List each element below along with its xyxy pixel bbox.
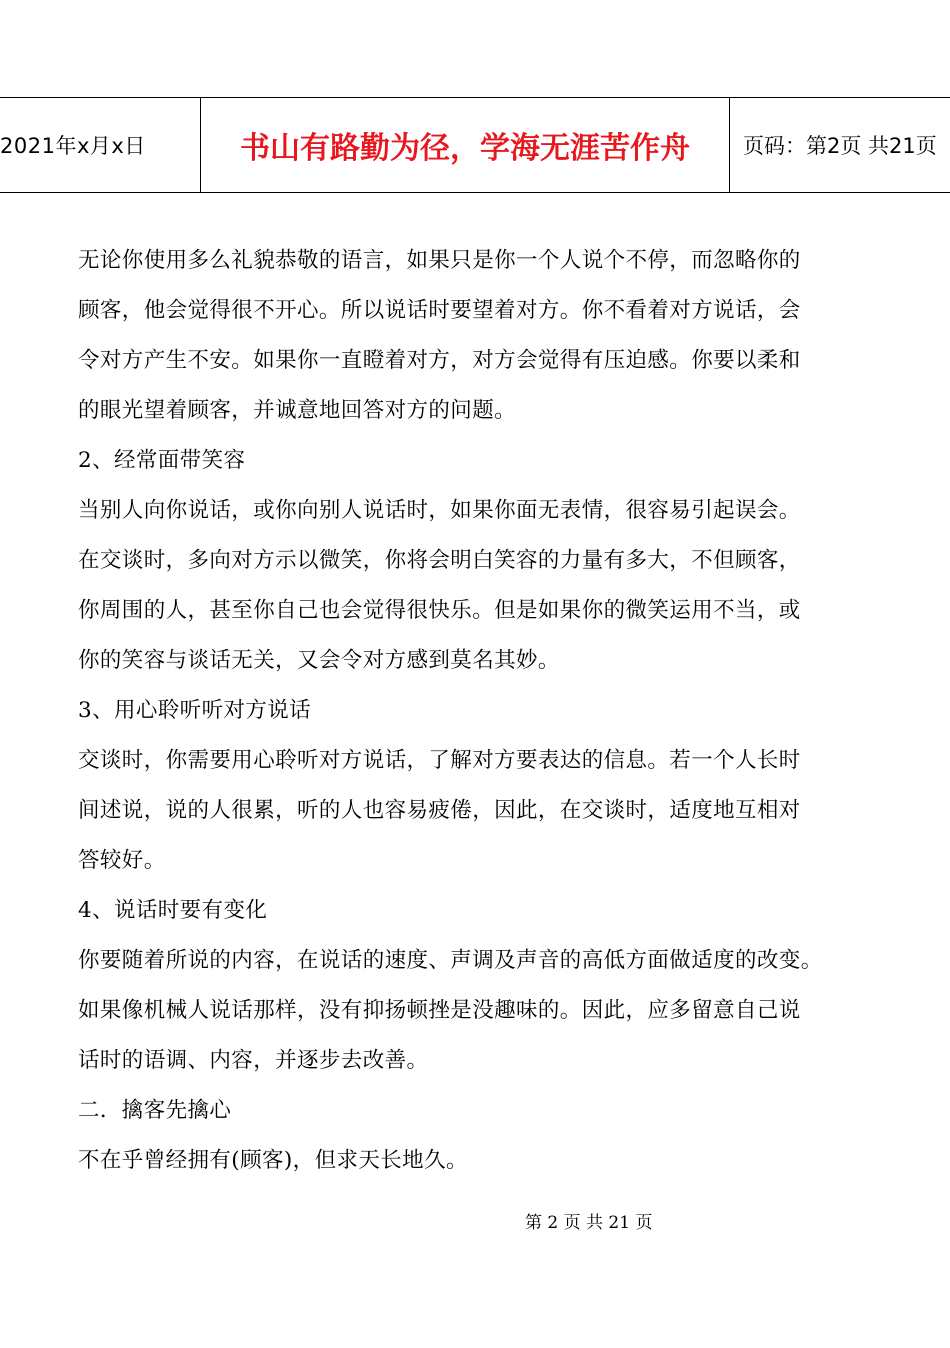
body-line: 当别人向你说话，或你向别人说话时，如果你面无表情，很容易引起误会。 <box>78 498 801 523</box>
body-line: 令对方产生不安。如果你一直瞪着对方，对方会觉得有压迫感。你要以柔和 <box>78 348 801 373</box>
body-line: 间述说，说的人很累，听的人也容易疲倦，因此，在交谈时，适度地互相对 <box>78 798 801 823</box>
section-heading: 4、说话时要有变化 <box>78 898 268 923</box>
footer-page-number: 第 2 页 共 21 页 <box>525 1213 653 1233</box>
document-body <box>78 236 908 1186</box>
body-line: 顾客，他会觉得很不开心。所以说话时要望着对方。你不看着对方说话，会 <box>78 298 801 323</box>
page-header <box>0 97 950 193</box>
body-line: 在交谈时，多向对方示以微笑，你将会明白笑容的力量有多大，不但顾客， <box>78 548 801 573</box>
body-line: 你的笑容与谈话无关，又会令对方感到莫名其妙。 <box>78 648 560 673</box>
body-line: 不在乎曾经拥有(顾客)，但求天长地久。 <box>78 1148 468 1173</box>
section-heading: 3、用心聆听听对方说话 <box>78 698 312 723</box>
body-line: 交谈时，你需要用心聆听对方说话，了解对方要表达的信息。若一个人长时 <box>78 748 801 773</box>
header-date: 2021年x月x日 <box>0 134 146 158</box>
body-line: 无论你使用多么礼貌恭敬的语言，如果只是你一个人说个不停，而忽略你的 <box>78 248 801 273</box>
page-footer <box>0 1208 950 1233</box>
body-line: 你要随着所说的内容，在说话的速度、声调及声音的高低方面做适度的改变。 <box>78 948 823 973</box>
body-line: 你周围的人，甚至你自己也会觉得很快乐。但是如果你的微笑运用不当，或 <box>78 598 801 623</box>
header-page-number: 页码：第2页 共21页 <box>743 134 937 158</box>
body-line: 的眼光望着顾客，并诚意地回答对方的问题。 <box>78 398 517 423</box>
body-line: 如果像机械人说话那样，没有抑扬顿挫是没趣味的。因此，应多留意自己说 <box>78 998 801 1023</box>
header-motto: 书山有路勤为径，学海无涯苦作舟 <box>200 98 730 192</box>
section-heading: 2、经常面带笑容 <box>78 448 246 473</box>
body-line: 答较好。 <box>78 848 166 873</box>
section-heading: 二．擒客先擒心 <box>78 1098 232 1123</box>
body-line: 话时的语调、内容，并逐步去改善。 <box>78 1048 429 1073</box>
